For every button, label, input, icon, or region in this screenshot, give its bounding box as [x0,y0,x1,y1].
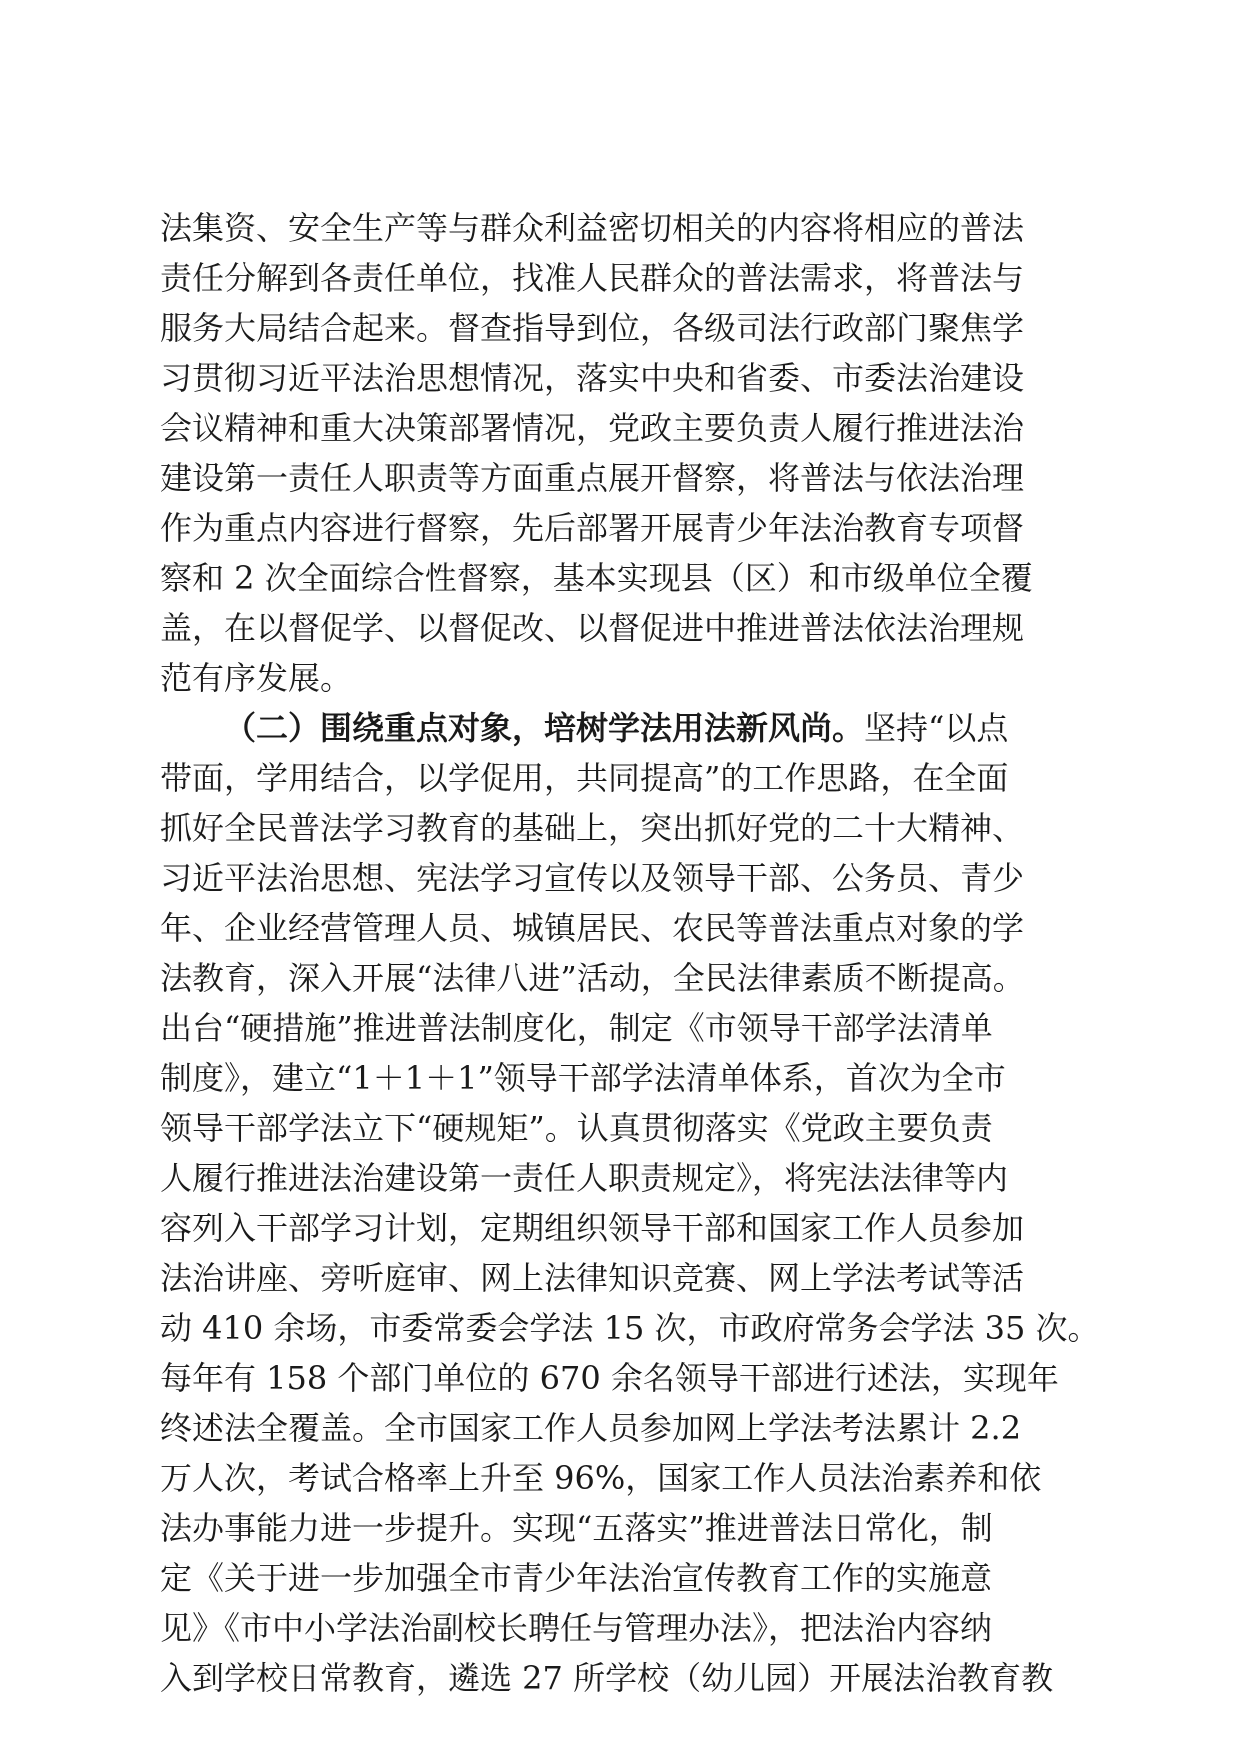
section-heading: （二）围绕重点对象，培树学法用法新风尚。 [224,709,865,747]
text-line: 习近平法治思想、宪法学习宣传以及领导干部、公务员、青少 [160,859,1025,897]
text-line: 领导干部学法立下“硬规矩”。认真贯彻落实《党政主要负责 [160,1109,993,1147]
text-line: 法集资、安全生产等与群众利益密切相关的内容将相应的普法 [160,209,1025,247]
text-line: 抓好全民普法学习教育的基础上，突出抓好党的二十大精神、 [160,809,1025,847]
text-line: 年、企业经营管理人员、城镇居民、农民等普法重点对象的学 [160,909,1025,947]
document-body [160,203,1100,1703]
text-line: 人履行推进法治建设第一责任人职责规定》，将宪法法律等内 [160,1159,1009,1197]
text-line: 入到学校日常教育，遴选 27 所学校（幼儿园）开展法治教育教 [160,1659,1054,1697]
paragraph-2 [160,703,1100,1703]
text-line: 见》《市中小学法治副校长聘任与管理办法》，把法治内容纳 [160,1609,993,1647]
text-line: 会议精神和重大决策部署情况，党政主要负责人履行推进法治 [160,409,1025,447]
paragraph-1 [160,203,1080,703]
text-line: 万人次，考试合格率上升至 96%，国家工作人员法治素养和依 [160,1459,1042,1497]
text-line: 盖，在以督促学、以督促改、以督促进中推进普法依法治理规 [160,609,1025,647]
text-line: 终述法全覆盖。全市国家工作人员参加网上学法考法累计 2.2 [160,1409,1022,1447]
text-line: 察和 2 次全面综合性督察，基本实现县（区）和市级单位全覆 [160,559,1033,597]
paragraph-2-first-line [160,703,1080,753]
text-line: 法办事能力进一步提升。实现“五落实”推进普法日常化，制 [160,1509,993,1547]
text-line: 范有序发展。 [160,659,353,697]
text-line: 法教育，深入开展“法律八进”活动，全民法律素质不断提高。 [160,959,1025,997]
text-line: 动 410 余场，市委常委会学法 15 次，市政府常务会学法 35 次。 [160,1309,1100,1347]
text-line: 出台“硬措施”推进普法制度化，制定《市领导干部学法清单 [160,1009,993,1047]
heading-followup-text: 坚持“以点 [864,709,1009,747]
text-line: 服务大局结合起来。督查指导到位，各级司法行政部门聚焦学 [160,309,1025,347]
text-line: 定《关于进一步加强全市青少年法治宣传教育工作的实施意 [160,1559,993,1597]
text-line: 法治讲座、旁听庭审、网上法律知识竞赛、网上学法考试等活 [160,1259,1025,1297]
text-line: 每年有 158 个部门单位的 670 余名领导干部进行述法，实现年 [160,1359,1059,1397]
text-line: 责任分解到各责任单位，找准人民群众的普法需求，将普法与 [160,259,1025,297]
text-line: 制度》，建立“1＋1＋1”领导干部学法清单体系，首次为全市 [160,1059,1006,1097]
text-line: 习贯彻习近平法治思想情况，落实中央和省委、市委法治建设 [160,359,1025,397]
text-line: 带面，学用结合，以学促用，共同提高”的工作思路，在全面 [160,759,1009,797]
text-line: 作为重点内容进行督察，先后部署开展青少年法治教育专项督 [160,509,1025,547]
text-line: 容列入干部学习计划，定期组织领导干部和国家工作人员参加 [160,1209,1025,1247]
text-line: 建设第一责任人职责等方面重点展开督察，将普法与依法治理 [160,459,1025,497]
